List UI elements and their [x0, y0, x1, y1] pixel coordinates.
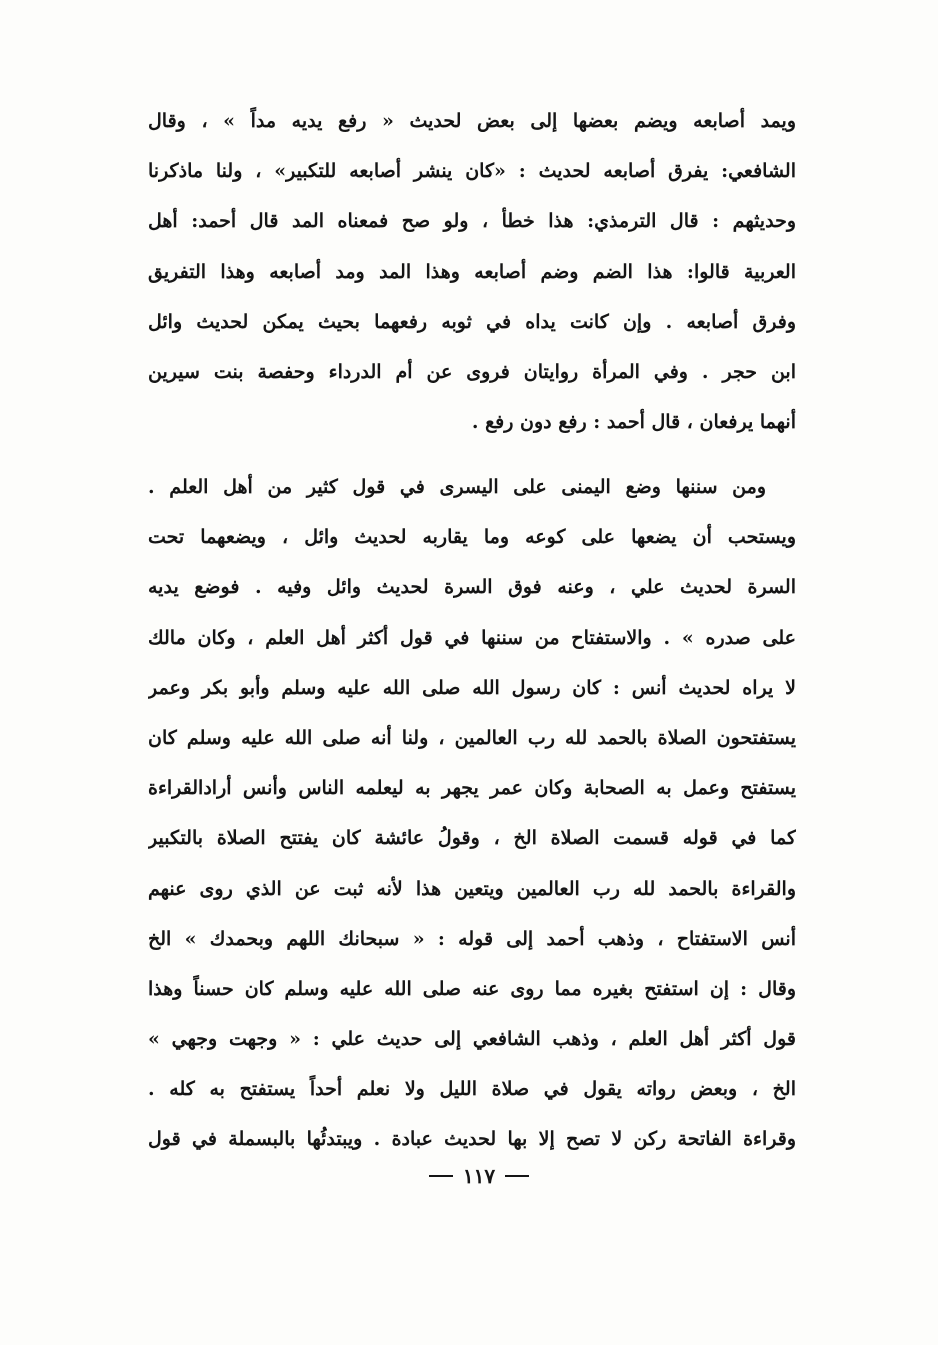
text-line: لا يراه لحديث أنس : كان رسول الله صلى الله عليه وسلم وأبو بكر وعمر [148, 676, 796, 699]
text-line: قول أكثر أهل العلم ، وذهب الشافعي إلى حديث علي : « وجهت وجهي » [148, 1028, 796, 1051]
text-line: يستفتح وعمل به الصحابة وكان عمر يجهر به ليعلمه الناس وأنس أرادالقراءة [148, 777, 796, 800]
text-line: على صدره » . والاستفتاح من سننها في قول أكثر أهل العلم ، وكان مالك [148, 626, 796, 649]
text-line: أنس الاستفتاح ، وذهب أحمد إلى قوله : « سبحانك اللهم وبحمدك » الخ [148, 927, 796, 950]
text-line: وحديثهم : قال الترمذي: هذا خطأ ، ولو صح فمعناه المد قال أحمد: أهل [148, 210, 796, 233]
page-number-dash-left [429, 1175, 453, 1177]
text-line: وقراءة الفاتحة ركن لا تصح إلا بها لحديث عبادة . ويبتدئُها بالبسملة في قول [148, 1128, 796, 1151]
text-line: وفرق أصابعه . وإن كانت يداه في ثوبه رفعهما بحيث يمكن لحديث وائل [148, 310, 796, 333]
text-line: العربية قالوا: هذا الضم وضم أصابعه وهذا المد ومد أصابعه وهذا التفريق [148, 260, 796, 283]
text-line: كما في قوله قسمت الصلاة الخ ، وقولُ عائشة كان يفتتح الصلاة بالتكبير [148, 827, 796, 850]
text-line: الخ ، وبعض رواته يقول في صلاة الليل ولا نعلم أحداً يستفتح به كله . [148, 1078, 796, 1101]
page-number-dash-right [505, 1175, 529, 1177]
text-line: ويمد أصابعه ويضم بعضها إلى بعض لحديث « رفع يديه مداً » ، وقال [148, 110, 796, 132]
paragraph-2 [148, 462, 796, 1165]
text-line: وقال : إن استفتح بغيره مما روى عنه صلى الله عليه وسلم كان حسناً وهذا [148, 977, 796, 1000]
text-line: الشافعي: يفرق أصابعه لحديث : «كان ينشر أصابعه للتكبير» ، ولنا ماذكرنا [148, 160, 796, 183]
text-line: ويستحب أن يضعها على كوعه وما يقاربه لحديث وائل ، ويضعهما تحت [148, 526, 796, 549]
text-line: السرة لحديث علي ، وعنه فوق السرة لحديث وائل وفيه . فوضع يديه [148, 576, 796, 599]
text-line: ومن سننها وضع اليمنى على اليسرى في قول كثير من أهل العلم . [148, 476, 766, 498]
text-line: أنهما يرفعان ، قال أحمد : رفع دون رفع . [471, 411, 796, 434]
text-line: يستفتحون الصلاة بالحمد لله رب العالمين ، ولنا أنه صلى الله عليه وسلم كان [148, 726, 796, 749]
page-number-value: ١١٧ [462, 1164, 496, 1188]
paragraph-1 [148, 96, 796, 447]
text-line: ابن حجر . وفي المرأة روايتان فروى عن أم الدرداء وحفصة بنت سيرين [148, 360, 796, 383]
text-line: والقراءة بالحمد لله رب العالمين ويتعين هذا لأنه ثبت عن الذي روى عنهم [148, 877, 796, 900]
page-number [419, 1158, 539, 1194]
